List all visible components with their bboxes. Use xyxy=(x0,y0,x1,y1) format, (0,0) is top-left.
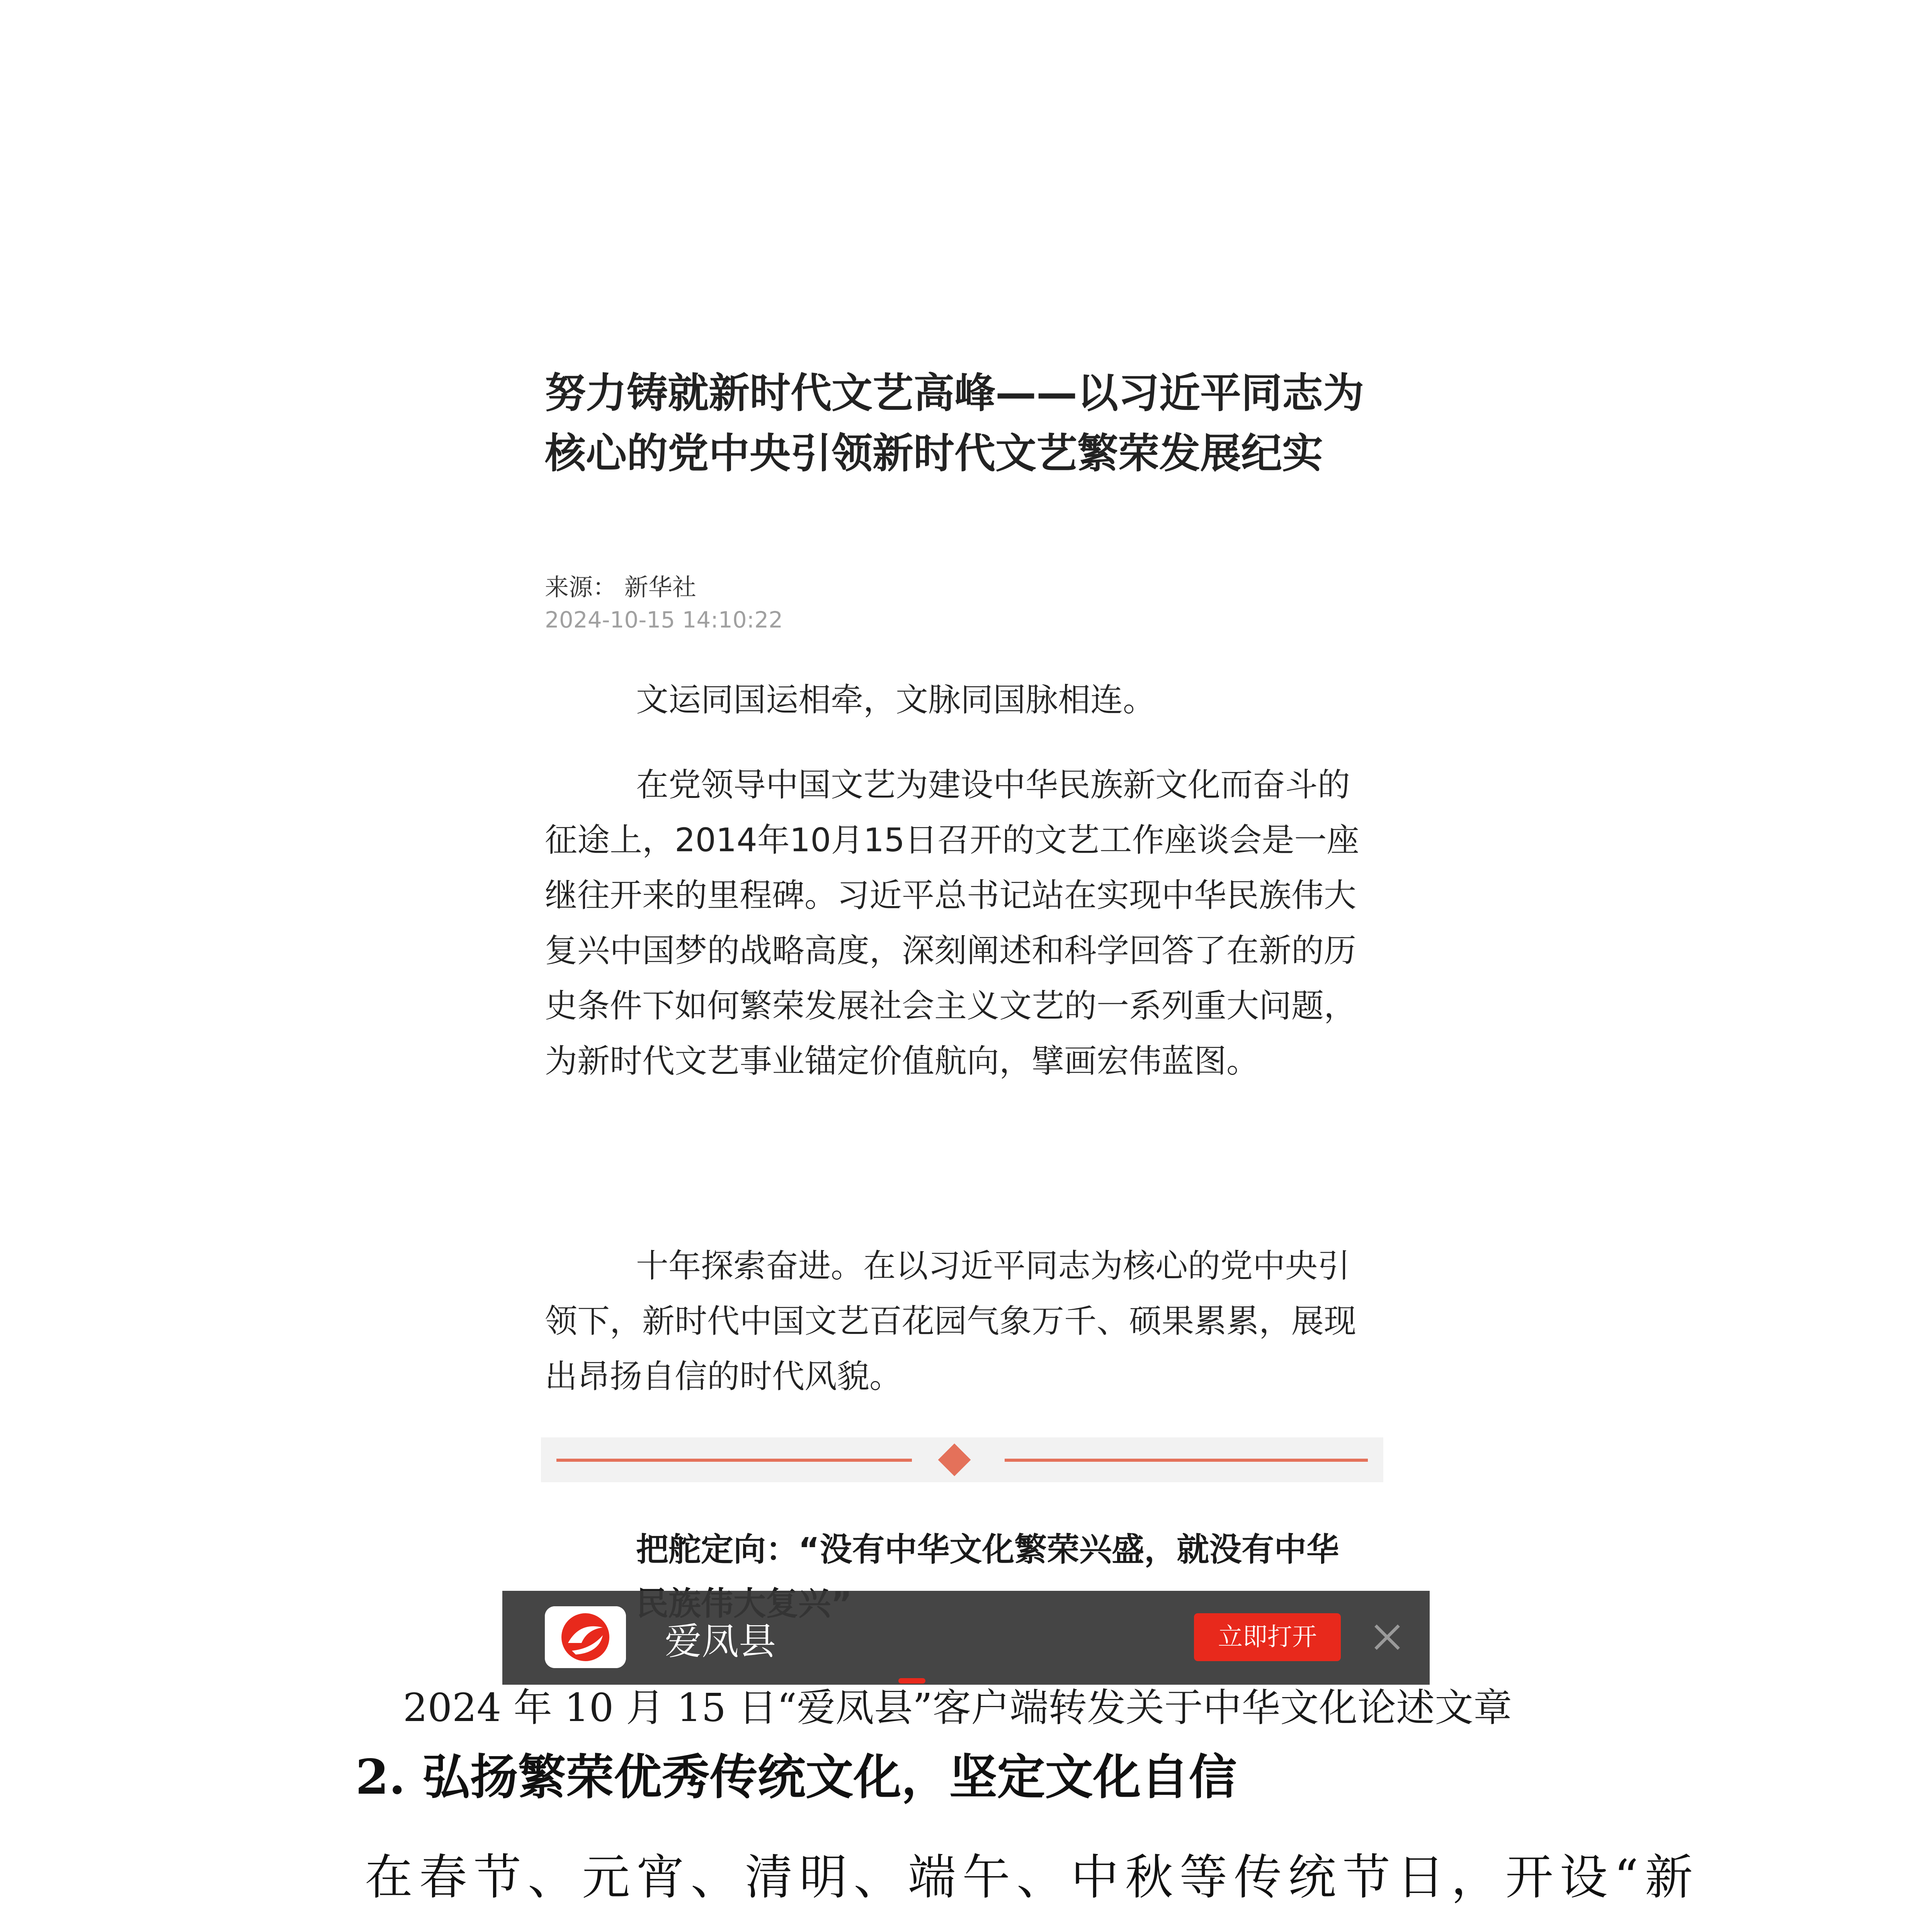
divider-line-left xyxy=(556,1459,912,1462)
body-paragraph: 在春节、元宵、清明、端午、中秋等传统节日，开设“新 xyxy=(365,1850,1699,1905)
open-app-button[interactable]: 立即打开 xyxy=(1194,1613,1341,1661)
article-screenshot xyxy=(502,340,1430,1685)
close-icon[interactable] xyxy=(1370,1620,1405,1655)
figure-caption: 2024 年 10 月 15 日“爱凤县”客户端转发关于中华文化论述文章 xyxy=(403,1685,1512,1730)
divider-line-right xyxy=(1005,1459,1368,1462)
app-open-banner[interactable] xyxy=(502,1591,1430,1685)
article-datetime: 2024-10-15 14:10:22 xyxy=(545,607,783,633)
section-heading: 2. 弘扬繁荣优秀传统文化，坚定文化自信 xyxy=(355,1749,1237,1805)
app-logo-icon xyxy=(545,1606,626,1668)
article-title: 努力铸就新时代文艺高峰——以习近平同志为核心的党中央引领新时代文艺繁荣发展纪实 xyxy=(545,369,1364,477)
section-divider xyxy=(541,1437,1383,1482)
article-paragraph: 十年探索奋进。在以习近平同志为核心的党中央引领下，新时代中国文艺百花园气象万千、硕果累累，展现出昂扬自信的时代风貌。 xyxy=(545,1247,1357,1395)
app-name: 爱凤县 xyxy=(665,1620,776,1663)
divider-diamond-icon xyxy=(938,1444,971,1476)
article-section-heading: 把舵定向：“没有中华文化繁荣兴盛，就没有中华 xyxy=(636,1531,1339,1568)
article-paragraph: 在党领导中国文艺为建设中华民族新文化而奋斗的征途上，2014年10月15日召开的文艺工作座谈会是一座继往开来的里程碑。习近平总书记站在实现中华民族伟大复兴中国梦的战略高度，深刻阐述和科学回答了在新的历史条件下如何繁荣发展社会主义文艺的一系列重大问题，为新时代文艺事业锚定价值航向，擘画宏伟蓝图。 xyxy=(545,766,1359,1080)
article-paragraph: 文运同国运相牵，文脉同国脉相连。 xyxy=(636,681,1156,719)
article-source: 来源： 新华社 xyxy=(545,573,696,601)
